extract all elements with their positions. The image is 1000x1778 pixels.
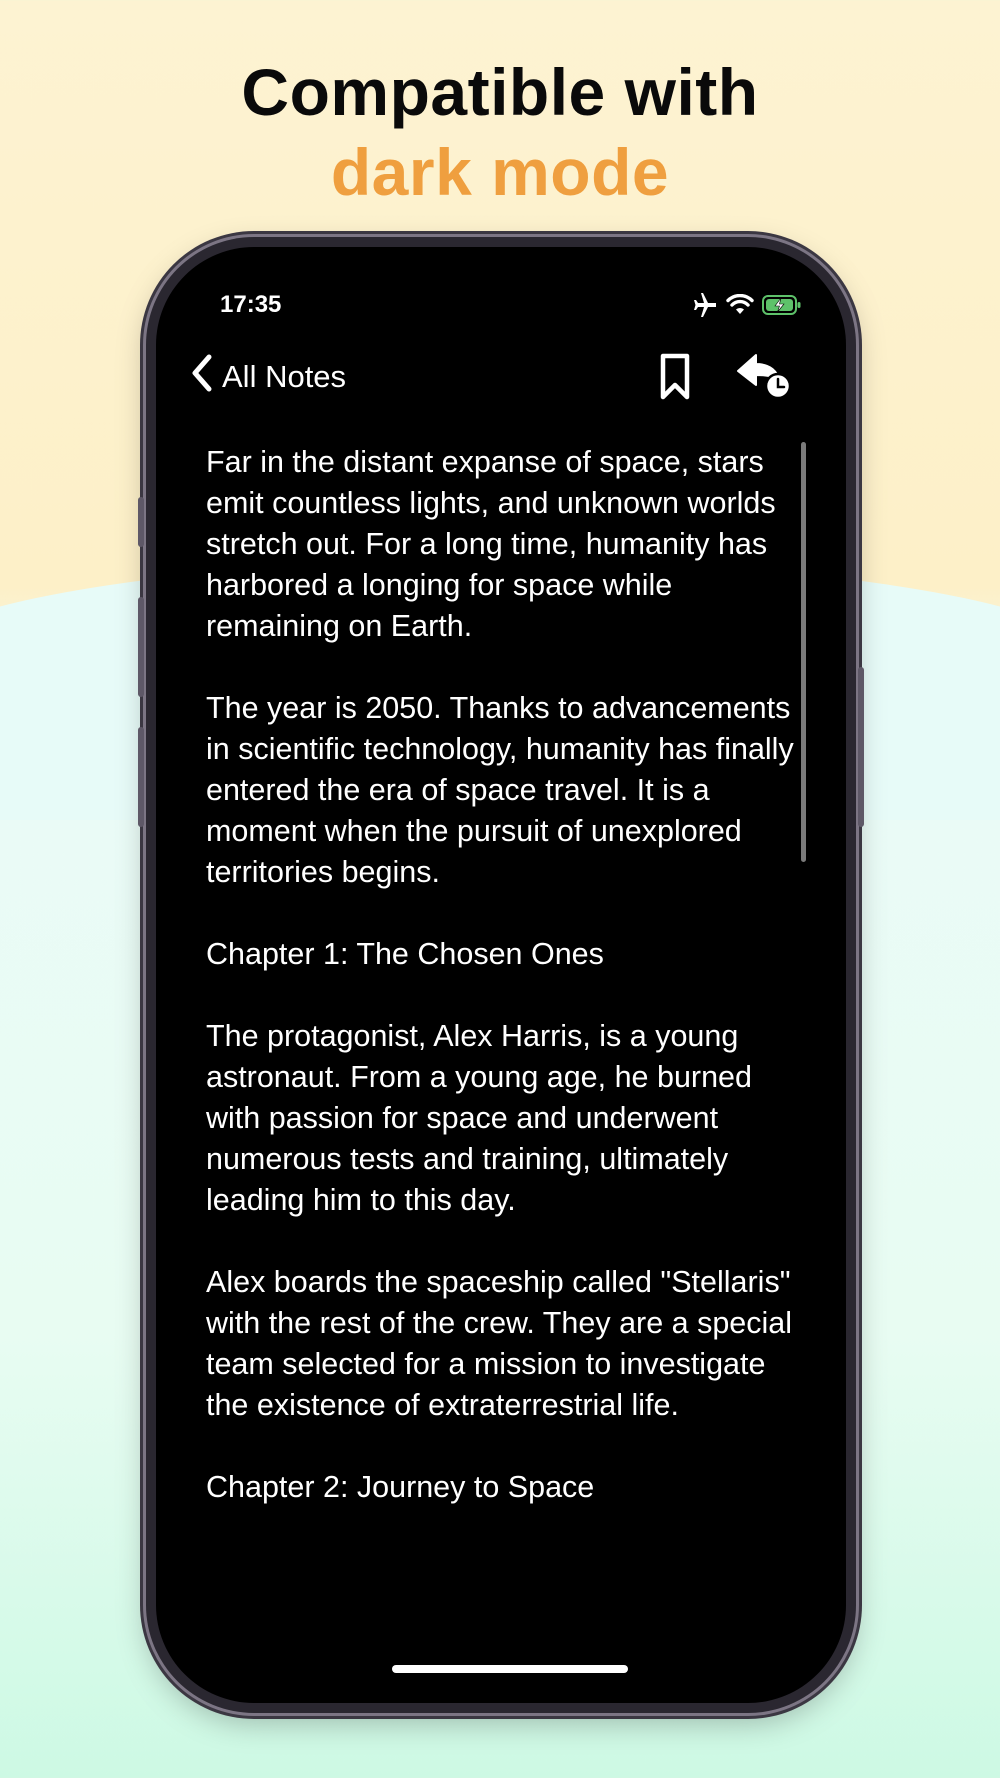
headline xyxy=(0,52,1000,212)
headline-line-2: dark mode xyxy=(330,135,670,209)
headline-line-1: Compatible with xyxy=(241,55,759,129)
note-paragraph: Alex boards the spaceship called "Stellaris" with the rest of the crew. They are a special team selected for a mission to investigate the existence of extraterrestrial life. xyxy=(206,1265,793,1422)
bookmark-button[interactable] xyxy=(658,353,692,406)
navigation-bar xyxy=(156,247,846,394)
chevron-left-icon xyxy=(190,353,214,401)
bookmark-icon xyxy=(658,388,692,405)
note-paragraph: The year is 2050. Thanks to advancements in scientific technology, humanity has finally entered the era of space travel. It is a moment when the pursuit of unexplored territories begins. xyxy=(206,691,794,889)
status-time: 17:35 xyxy=(220,291,282,318)
home-indicator[interactable] xyxy=(392,1665,628,1673)
back-button[interactable] xyxy=(190,353,346,401)
note-paragraph: Far in the distant expanse of space, stars emit countless lights, and unknown worlds stretch out. For a long time, humanity has harbored a longing for space while remaining on Earth. xyxy=(206,445,776,643)
scrollbar[interactable] xyxy=(801,442,806,862)
phone-frame xyxy=(146,237,856,1713)
note-content[interactable] xyxy=(206,442,806,1627)
volume-up-button xyxy=(138,597,144,697)
back-button-label: All Notes xyxy=(222,359,347,394)
note-chapter-heading: Chapter 2: Journey to Space xyxy=(206,1470,595,1504)
power-button xyxy=(858,667,864,827)
note-chapter-heading: Chapter 1: The Chosen Ones xyxy=(206,937,604,971)
undo-history-icon xyxy=(736,390,796,407)
action-button xyxy=(138,497,144,547)
phone-screen xyxy=(156,247,846,1703)
volume-down-button xyxy=(138,727,144,827)
note-paragraph: The protagonist, Alex Harris, is a young astronaut. From a young age, he burned with passion for space and underwent numerous tests and training, ultimately leading him to this day. xyxy=(206,1019,752,1217)
undo-history-button[interactable] xyxy=(736,351,796,408)
